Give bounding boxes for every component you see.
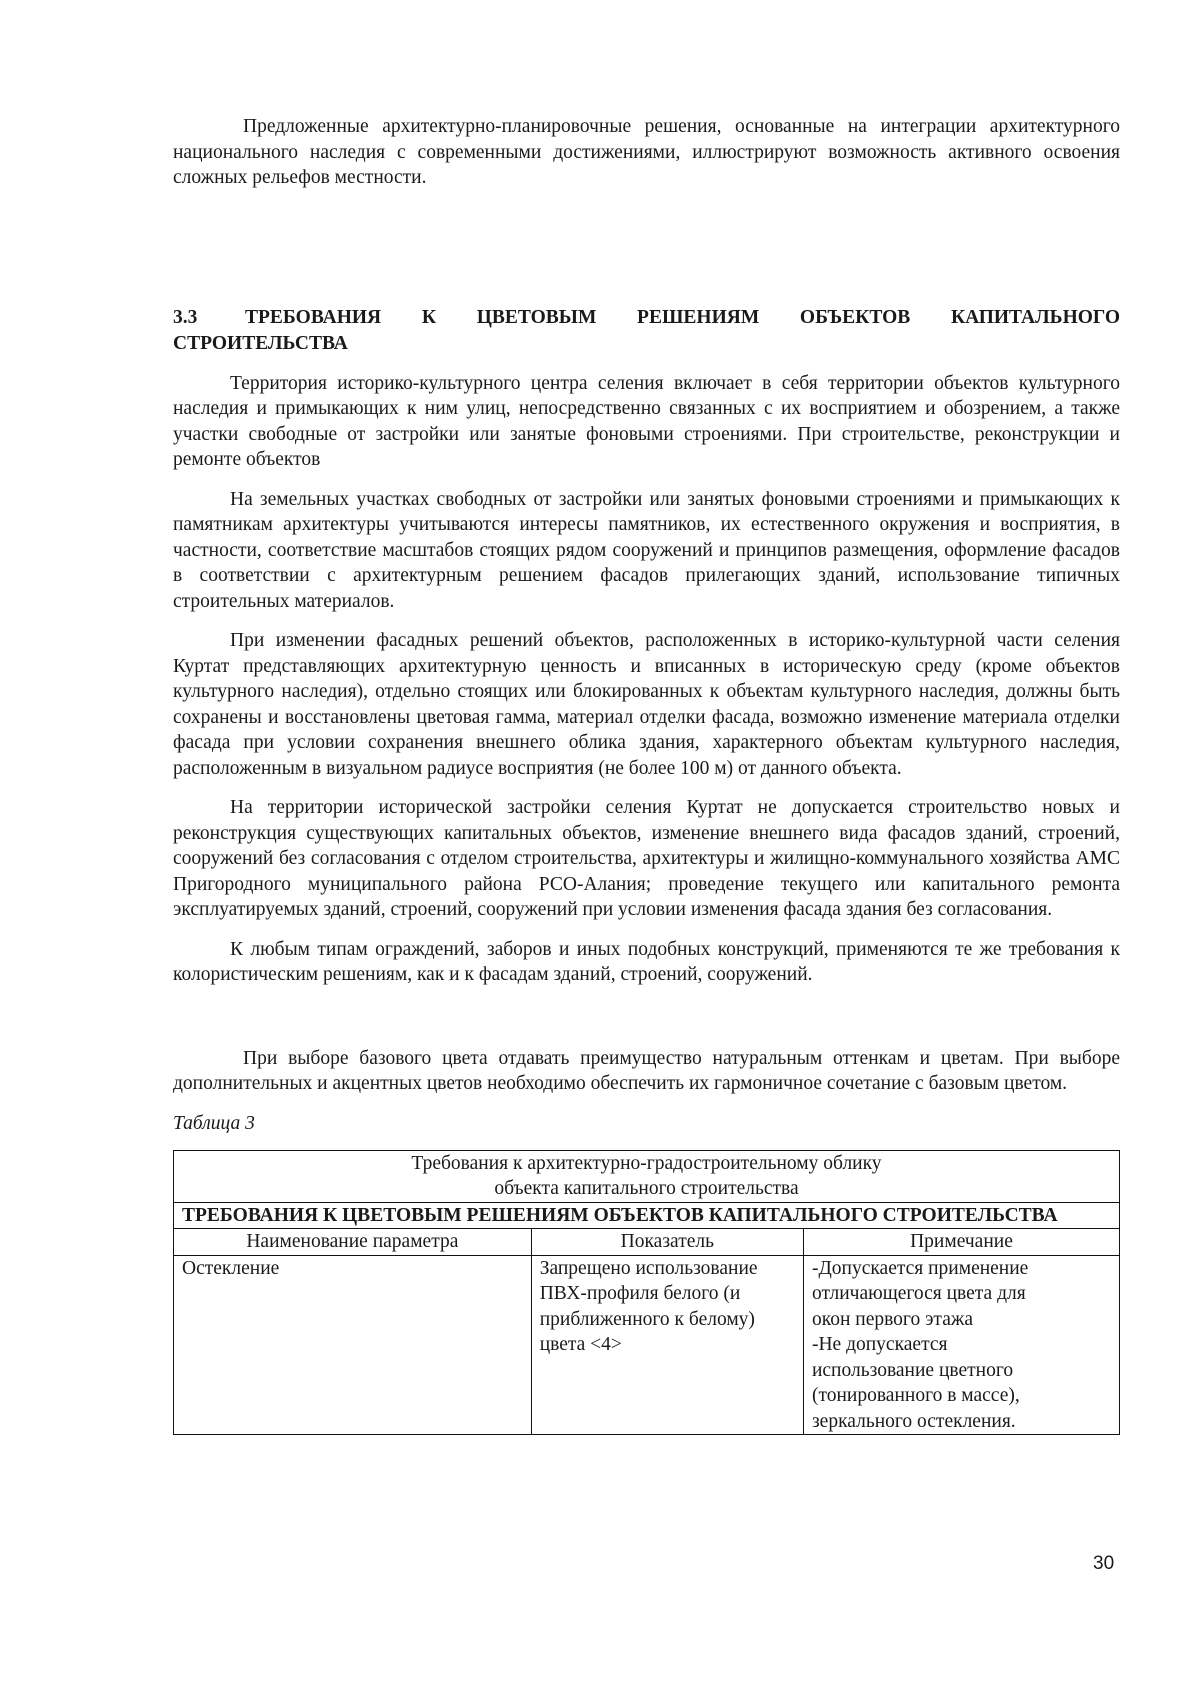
column-header-parameter: Наименование параметра <box>174 1229 532 1256</box>
cell-note <box>803 1255 1119 1435</box>
table-title-line: Требования к архитектурно-градостроительному облику <box>411 1152 882 1174</box>
paragraph-fences: К любым типам ограждений, заборов и иных подобных конструкций, применяются те же требования к колористическим решениям, как и к фасадам зданий, строений, сооружений. <box>173 938 1120 985</box>
spacer <box>173 1002 1120 1046</box>
cell-line: приближенного к белому) <box>539 1308 755 1330</box>
table-subheader-row <box>174 1202 1120 1229</box>
paragraph-land-plots: На земельных участках свободных от застройки или занятых фоновыми строениями и примыкающих к памятникам архитектуры учитываются интересы памятников, их естественного окружения и восприятия, в частности, соответствие масштабов стоящих рядом сооружений и принципов размещения, оформление фасадов в соответствии с архитектурным решением фасадов прилегающих зданий, использование типичных строительных материалов. <box>173 488 1120 612</box>
requirements-table <box>173 1150 1120 1436</box>
table-title-cell <box>174 1150 1120 1202</box>
intro-paragraph: Предложенные архитектурно-планировочные решения, основанные на интеграции архитектурного национального наследия с современными достижениями, иллюстрируют возможность активного освоения сложных рельефов местности. <box>173 116 1120 188</box>
table-title-line: объекта капитального строительства <box>494 1178 799 1199</box>
cell-line: зеркального остекления. <box>811 1410 1016 1432</box>
paragraph-base-color: При выборе базового цвета отдавать преимущество натуральным оттенкам и цветам. При выборе дополнительных и акцентных цветов необходимо обеспечить их гармоничное сочетание с базовым цветом. <box>173 1047 1120 1094</box>
section-number: 3.3 <box>173 306 198 328</box>
cell-line: цвета <4> <box>539 1334 622 1355</box>
cell-line: -Не допускается <box>811 1334 948 1355</box>
cell-parameter: Остекление <box>174 1255 532 1435</box>
page-number: 30 <box>1093 1553 1115 1574</box>
page-content <box>173 114 1120 1435</box>
paragraph-territory: Территория историко-культурного центра селения включает в себя территории объектов культурного наследия и примыкающих к ним улиц, непосредственно связанных с их восприятием и обозрением, а также участки свободные от застройки или занятые фоновыми строениями. При строительстве, реконструкции и ремонте объектов <box>173 372 1120 470</box>
cell-line: окон первого этажа <box>811 1308 973 1330</box>
section-title: ТРЕБОВАНИЯ К ЦВЕТОВЫМ РЕШЕНИЯМ ОБЪЕКТОВ КАПИТАЛЬНОГО СТРОИТЕЛЬСТВА <box>173 306 1120 354</box>
cell-line: отличающегося цвета для <box>811 1283 1026 1304</box>
spacer <box>173 205 1120 305</box>
section-heading <box>173 305 1120 357</box>
column-header-note: Примечание <box>803 1229 1119 1256</box>
paragraph-facade-changes: При изменении фасадных решений объектов, расположенных в историко-культурной части селения Куртат представляющих архитектурную ценность и вписанных в историческую среду (кроме объектов культурного наследия), отдельно стоящих или блокированных к объектам культурного наследия, должны быть сохранены и восстановлены цветовая гамма, материал отделки фасада, возможно изменение материала отделки фасада при условии сохранения внешнего облика здания, характерного объектам культурного наследия, расположенным в визуальном радиусе восприятия (не более 100 м) от данного объекта. <box>173 630 1120 779</box>
cell-line: использование цветного <box>811 1359 1014 1381</box>
cell-line: Запрещено использование <box>539 1257 758 1279</box>
table-header-row <box>174 1150 1120 1202</box>
table-column-header-row <box>174 1229 1120 1256</box>
cell-line: (тонированного в массе), <box>811 1385 1020 1406</box>
table-caption: Таблица 3 <box>173 1112 255 1134</box>
cell-line: -Допускается применение <box>811 1257 1029 1279</box>
cell-line: ПВХ-профиля белого (и <box>539 1283 741 1304</box>
column-header-indicator: Показатель <box>531 1229 803 1256</box>
paragraph-historic-area: На территории исторической застройки селения Куртат не допускается строительство новых и реконструкция существующих капитальных объектов, изменение внешнего вида фасадов зданий, строений, сооружений без согласования с отделом строительства, архитектуры и жилищно-коммунального хозяйства АМС Пригородного муниципального района РСО-Алания; проведение текущего или капитального ремонта эксплуатируемых зданий, строений, сооружений при условии изменения фасада здания без согласования. <box>173 797 1120 920</box>
table-subheader-cell: ТРЕБОВАНИЯ К ЦВЕТОВЫМ РЕШЕНИЯМ ОБЪЕКТОВ КАПИТАЛЬНОГО СТРОИТЕЛЬСТВА <box>174 1202 1120 1229</box>
table-row <box>174 1255 1120 1435</box>
cell-indicator <box>531 1255 803 1435</box>
